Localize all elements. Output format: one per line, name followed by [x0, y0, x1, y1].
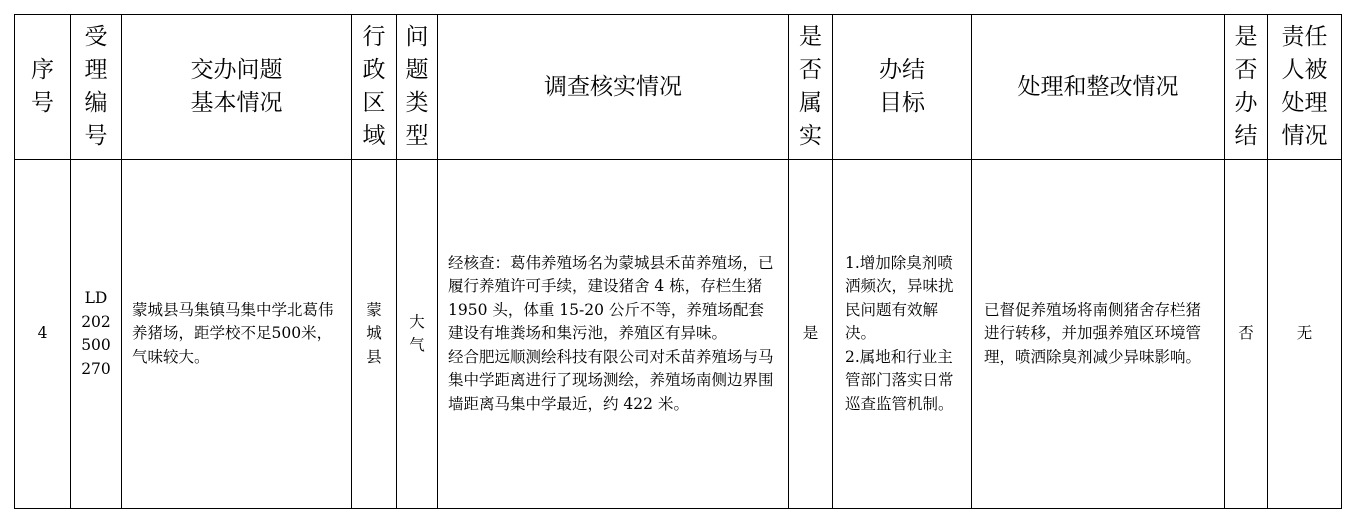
header-seq: 序号 — [15, 15, 71, 160]
header-accountability: 责任人被处理情况 — [1268, 15, 1342, 160]
cell-accountability: 无 — [1268, 160, 1342, 509]
header-target: 办结 目标 — [833, 15, 972, 160]
cell-handling: 已督促养殖场将南侧猪舍存栏猪进行转移，并加强养殖区环境管理，喷洒除臭剂减少异味影响。 — [972, 160, 1225, 509]
target-item-1: 1.增加除臭剂喷洒频次，异味扰民问题有效解决。 — [845, 253, 954, 343]
header-type: 问题类型 — [397, 15, 438, 160]
cell-target — [833, 160, 972, 509]
header-investigation: 调查核实情况 — [438, 15, 789, 160]
table-row — [15, 160, 1342, 509]
cell-type: 大气 — [397, 160, 438, 509]
investigation-paragraph-1: 经核查：葛伟养殖场名为蒙城县禾苗养殖场，已履行养殖许可手续，建设猪舍 4 栋，存栏生猪 1950 头，体重 15-20 公斤不等，养殖场配套建设有堆粪场和集污池，养殖区有异味。 — [448, 253, 774, 343]
header-row — [15, 15, 1342, 160]
cell-region: 蒙城县 — [352, 160, 397, 509]
header-is-closed: 是否办结 — [1225, 15, 1268, 160]
header-issue: 交办问题 基本情况 — [122, 15, 352, 160]
header-region: 行政区域 — [352, 15, 397, 160]
cell-issue: 蒙城县马集镇马集中学北葛伟养猪场，距学校不足500米，气味较大。 — [122, 160, 352, 509]
target-item-2: 2.属地和行业主管部门落实日常巡查监管机制。 — [845, 347, 954, 413]
header-is-true: 是否属实 — [789, 15, 833, 160]
header-case-no: 受理编号 — [71, 15, 122, 160]
cell-is-closed: 否 — [1225, 160, 1268, 509]
header-handling: 处理和整改情况 — [972, 15, 1225, 160]
cell-case-no: LD202500270 — [71, 160, 122, 509]
investigation-paragraph-2: 经合肥远顺测绘科技有限公司对禾苗养殖场与马集中学距离进行了现场测绘，养殖场南侧边界围墙距离马集中学最近，约 422 米。 — [448, 347, 774, 413]
cell-investigation — [438, 160, 789, 509]
case-table — [14, 14, 1342, 509]
cell-is-true: 是 — [789, 160, 833, 509]
cell-seq: 4 — [15, 160, 71, 509]
